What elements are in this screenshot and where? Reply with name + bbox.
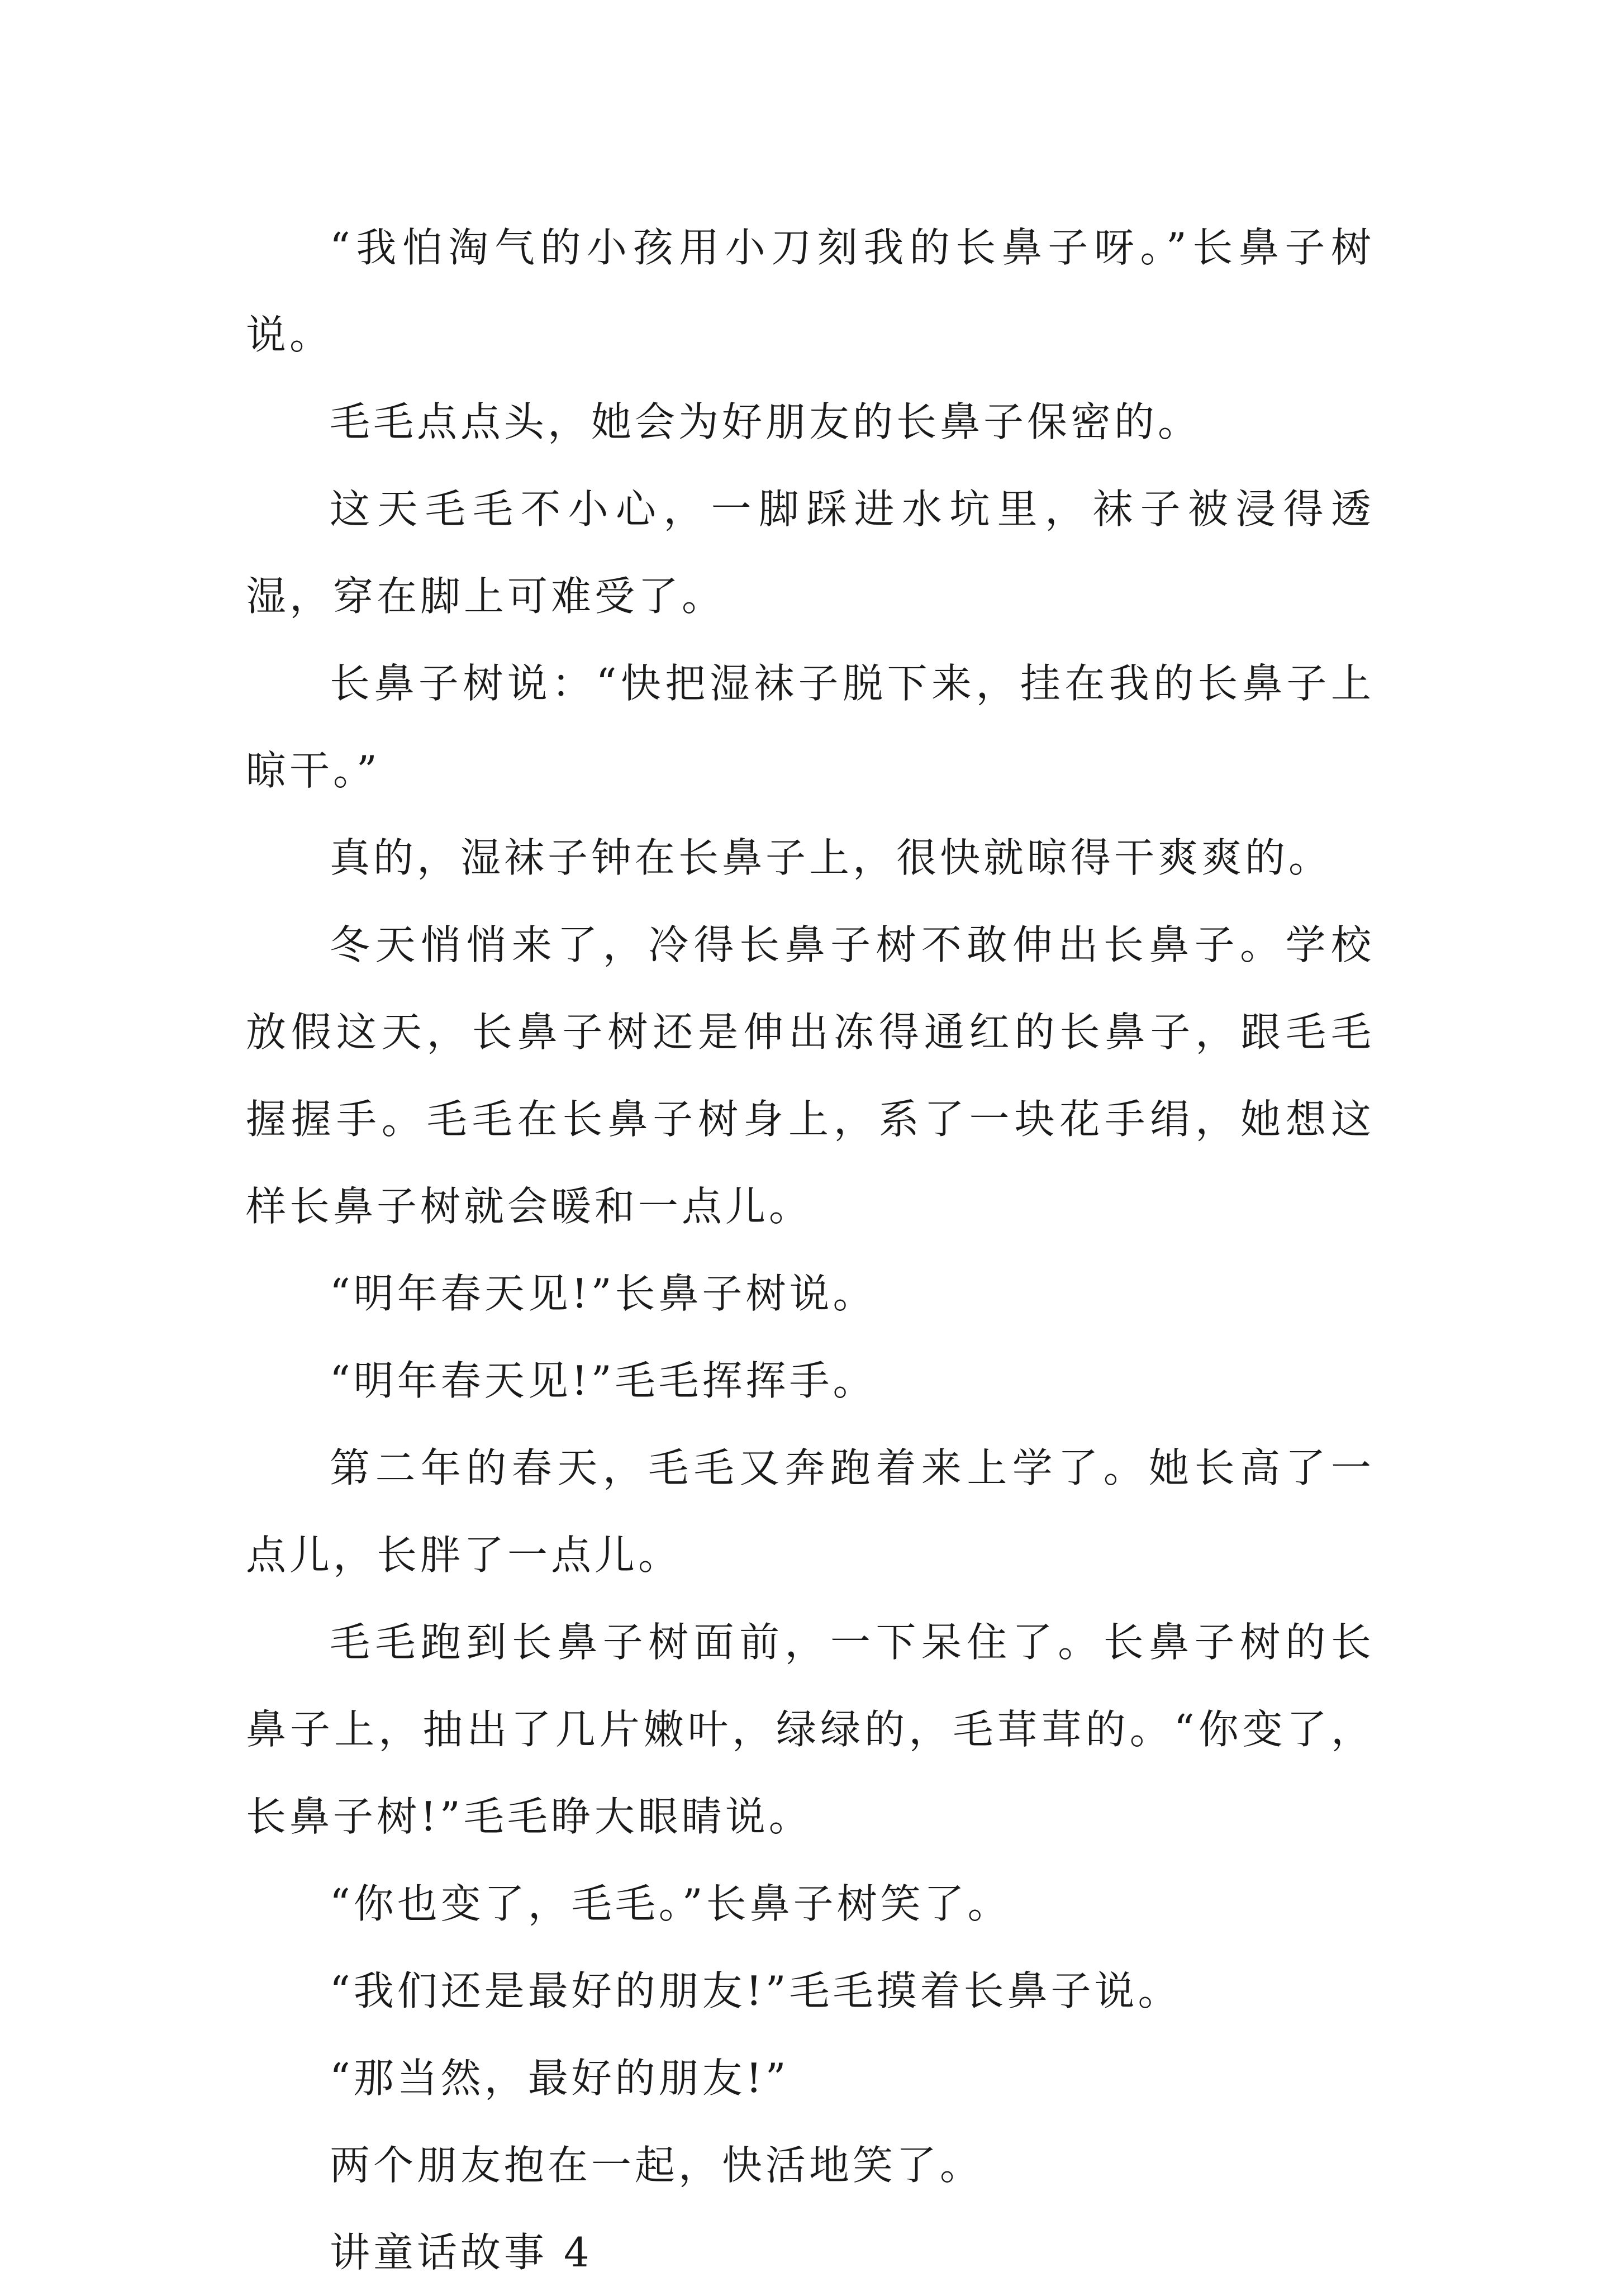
- section-heading: 讲童话故事 4: [330, 2229, 593, 2276]
- paragraph: 第二年的春天，毛毛又奔跑着来上学了。她长高了一点儿，长胖了一点儿。: [246, 1444, 1375, 1579]
- paragraph: 这天毛毛不小心，一脚踩进水坑里，袜子被浸得透湿，穿在脚上可难受了。: [246, 486, 1375, 620]
- paragraph: “我怕淘气的小孩用小刀刻我的长鼻子呀。”长鼻子树说。: [246, 224, 1375, 358]
- story-text: [246, 204, 1375, 2296]
- paragraph: “你也变了，毛毛。”长鼻子树笑了。: [330, 1880, 1011, 1927]
- paragraph: 冬天悄悄来了，冷得长鼻子树不敢伸出长鼻子。学校放假这天，长鼻子树还是伸出冻得通红的长鼻子，跟毛毛握握手。毛毛在长鼻子树身上，系了一块花手绢，她想这样长鼻子树就会暖和一点儿。: [246, 921, 1375, 1230]
- paragraph: “我们还是最好的朋友!”毛毛摸着长鼻子说。: [330, 1967, 1182, 2014]
- paragraph: 长鼻子树说：“快把湿袜子脱下来，挂在我的长鼻子上晾干。”: [246, 660, 1375, 794]
- paragraph: 毛毛跑到长鼻子树面前，一下呆住了。长鼻子树的长鼻子上，抽出了几片嫩叶，绿绿的，毛茸茸的。“你变了，长鼻子树!”毛毛睁大眼睛说。: [246, 1619, 1375, 1840]
- paragraph: 两个朋友抱在一起，快活地笑了。: [330, 2142, 984, 2189]
- paragraph: “明年春天见!”长鼻子树说。: [330, 1270, 877, 1317]
- paragraph: “明年春天见!”毛毛挥挥手。: [330, 1357, 877, 1404]
- paragraph: 真的，湿袜子钟在长鼻子上，很快就晾得干爽爽的。: [330, 834, 1333, 881]
- paragraph: “那当然，最好的朋友!”: [330, 2055, 790, 2102]
- paragraph: 毛毛点点头，她会为好朋友的长鼻子保密的。: [330, 398, 1202, 445]
